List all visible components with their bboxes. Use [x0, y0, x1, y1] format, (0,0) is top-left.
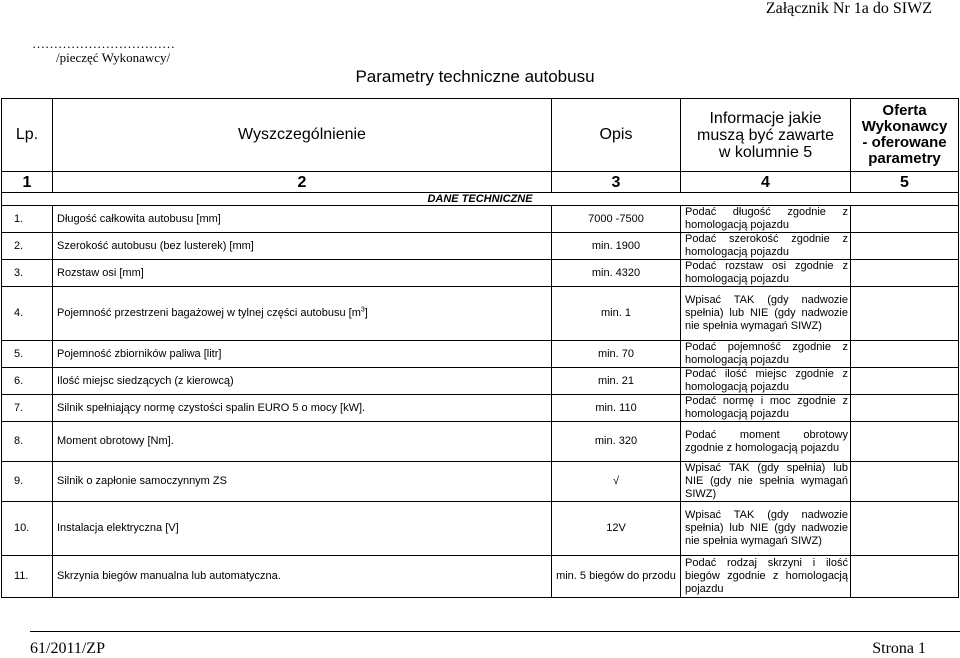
row-lp: 3.	[2, 260, 53, 287]
section-title: DANE TECHNICZNE	[2, 193, 959, 206]
table-header-row	[2, 99, 959, 172]
row-info: Podać pojemność zgodnie z homologacją pojazdu	[681, 341, 851, 368]
row-opis: min. 1	[552, 287, 681, 341]
table-row	[2, 395, 959, 422]
row-name	[53, 287, 552, 341]
header-oferta	[851, 99, 959, 172]
row-oferta-cell[interactable]	[851, 233, 959, 260]
row-opis: √	[552, 462, 681, 502]
column-number: 3	[552, 172, 681, 193]
stamp-label: /pieczęć Wykonawcy/	[56, 50, 171, 65]
header-wyszczegolnienie: Wyszczególnienie	[53, 99, 552, 172]
row-name: Silnik spełniający normę czystości spalin EURO 5 o mocy [kW].	[53, 395, 552, 422]
header-info-line: w kolumnie 5	[718, 143, 813, 161]
header-lp: Lp.	[2, 99, 53, 172]
row-opis: min. 110	[552, 395, 681, 422]
row-opis: min. 5 biegów do przodu	[552, 556, 681, 598]
column-number: 1	[2, 172, 53, 193]
table-row	[2, 341, 959, 368]
row-name-text: Pojemność przestrzeni bagażowej w tylnej części autobusu [m	[57, 307, 361, 319]
row-info: Podać moment obrotowy zgodnie z homologacją pojazdu	[681, 422, 851, 462]
row-oferta-cell[interactable]	[851, 341, 959, 368]
row-info: Wpisać TAK (gdy spełnia) lub NIE (gdy nie spełnia wymagań SIWZ)	[681, 462, 851, 502]
page-title-text: Parametry techniczne autobusu	[355, 67, 595, 86]
row-info: Podać ilość miejsc zgodnie z homologacją pojazdu	[681, 368, 851, 395]
column-number: 5	[851, 172, 959, 193]
footer-divider	[30, 631, 960, 632]
row-name: Moment obrotowy [Nm].	[53, 422, 552, 462]
row-name-end: ]	[364, 307, 368, 319]
table-row	[2, 368, 959, 395]
row-name: Ilość miejsc siedzących (z kierowcą)	[53, 368, 552, 395]
header-info-line: Informacje jakie	[709, 109, 822, 127]
row-info: Podać długość zgodnie z homologacją pojazdu	[681, 206, 851, 233]
row-info: Podać normę i moc zgodnie z homologacją pojazdu	[681, 395, 851, 422]
table-row	[2, 260, 959, 287]
stamp-dots: ……………………………	[32, 36, 175, 51]
row-oferta-cell[interactable]	[851, 206, 959, 233]
row-lp: 6.	[2, 368, 53, 395]
row-oferta-cell[interactable]	[851, 502, 959, 556]
row-opis: min. 4320	[552, 260, 681, 287]
column-number: 2	[53, 172, 552, 193]
row-info: Podać rodzaj skrzyni i ilość biegów zgodnie z homologacją pojazdu	[681, 556, 851, 598]
footer-reference: 61/2011/ZP	[30, 640, 105, 657]
row-oferta-cell[interactable]	[851, 462, 959, 502]
row-opis: min. 21	[552, 368, 681, 395]
header-info-line: muszą być zawarte	[697, 126, 834, 144]
row-oferta-cell[interactable]	[851, 368, 959, 395]
row-name: Skrzynia biegów manualna lub automatyczna.	[53, 556, 552, 598]
header-info	[681, 99, 851, 172]
header-oferta-line: parametry	[868, 150, 941, 167]
row-info: Podać szerokość zgodnie z homologacją pojazdu	[681, 233, 851, 260]
row-oferta-cell[interactable]	[851, 287, 959, 341]
row-oferta-cell[interactable]	[851, 556, 959, 598]
row-opis: 7000 -7500	[552, 206, 681, 233]
row-lp: 11.	[2, 556, 53, 598]
header-oferta-line: Wykonawcy	[861, 118, 948, 135]
row-lp: 9.	[2, 462, 53, 502]
row-name: Długość całkowita autobusu [mm]	[53, 206, 552, 233]
header-oferta-line: Oferta	[882, 102, 927, 119]
table-row	[2, 462, 959, 502]
row-lp: 8.	[2, 422, 53, 462]
table-row	[2, 206, 959, 233]
row-name: Szerokość autobusu (bez lusterek) [mm]	[53, 233, 552, 260]
table-row	[2, 502, 959, 556]
row-name-superscript: 3	[360, 306, 365, 314]
row-opis: min. 320	[552, 422, 681, 462]
header-opis: Opis	[552, 99, 681, 172]
row-opis: min. 70	[552, 341, 681, 368]
row-lp: 4.	[2, 287, 53, 341]
row-oferta-cell[interactable]	[851, 260, 959, 287]
row-oferta-cell[interactable]	[851, 395, 959, 422]
section-row	[2, 193, 959, 206]
attachment-label: Załącznik Nr 1a do SIWZ	[765, 0, 932, 17]
table-row	[2, 287, 959, 341]
footer-page-number: Strona 1	[872, 640, 926, 657]
row-oferta-cell[interactable]	[851, 422, 959, 462]
row-lp: 5.	[2, 341, 53, 368]
row-lp: 1.	[2, 206, 53, 233]
row-lp: 7.	[2, 395, 53, 422]
row-lp: 2.	[2, 233, 53, 260]
column-number-row	[2, 172, 959, 193]
row-name: Rozstaw osi [mm]	[53, 260, 552, 287]
page-title	[0, 67, 960, 87]
row-name: Pojemność zbiorników paliwa [litr]	[53, 341, 552, 368]
row-info: Wpisać TAK (gdy nadwozie spełnia) lub NIE (gdy nadwozie nie spełnia wymagań SIWZ)	[681, 287, 851, 341]
row-lp: 10.	[2, 502, 53, 556]
header-oferta-line: - oferowane	[862, 134, 947, 151]
row-info: Wpisać TAK (gdy nadwozie spełnia) lub NIE (gdy nadwozie nie spełnia wymagań SIWZ)	[681, 502, 851, 556]
row-opis: 12V	[552, 502, 681, 556]
table-row	[2, 556, 959, 598]
column-number: 4	[681, 172, 851, 193]
row-opis: min. 1900	[552, 233, 681, 260]
table-row	[2, 233, 959, 260]
row-name: Silnik o zapłonie samoczynnym ZS	[53, 462, 552, 502]
row-info: Podać rozstaw osi zgodnie z homologacją pojazdu	[681, 260, 851, 287]
row-name: Instalacja elektryczna [V]	[53, 502, 552, 556]
spec-table	[1, 98, 959, 598]
table-row	[2, 422, 959, 462]
